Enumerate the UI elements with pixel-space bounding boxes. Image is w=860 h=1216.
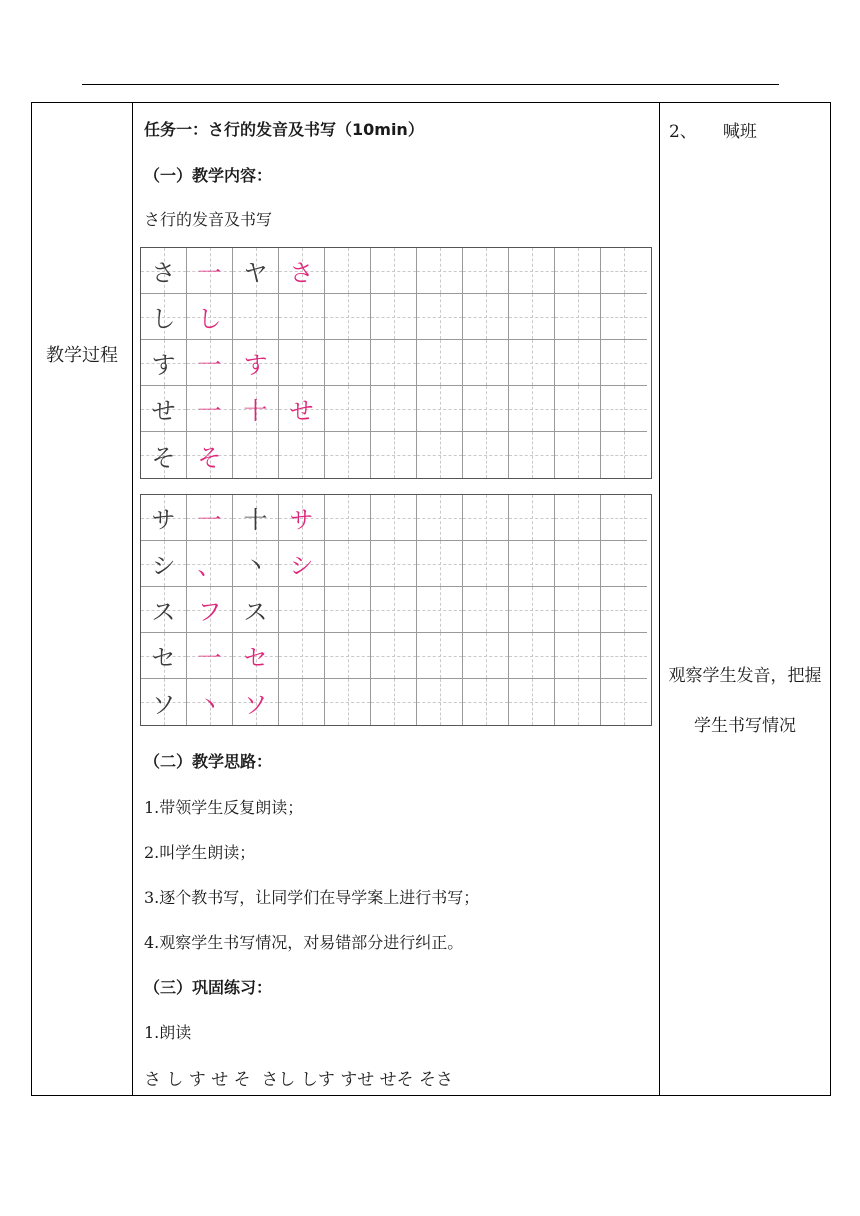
grid-cell (279, 541, 325, 587)
grid-cell (417, 495, 463, 541)
grid-cell (555, 541, 601, 587)
kana-stroke: 十 (243, 506, 268, 534)
kana-stroke: 一 (197, 351, 222, 379)
grid-row (141, 248, 651, 294)
grid-cell (233, 248, 279, 294)
content-heading: （一）教学内容： (144, 166, 273, 185)
grid-cell (555, 633, 601, 679)
hiragana-writing-grid (140, 247, 652, 479)
grid-cell (417, 432, 463, 478)
grid-cell (555, 294, 601, 340)
kana-stroke: シ (289, 552, 314, 580)
grid-cell (463, 587, 509, 633)
grid-cell (187, 294, 233, 340)
practice-text: さ し す せ そ さし しす すせ せそ そさ (144, 1070, 454, 1090)
grid-cell (141, 495, 187, 541)
grid-cell (417, 294, 463, 340)
grid-cell (463, 340, 509, 386)
grid-cell (141, 340, 187, 386)
grid-cell (371, 679, 417, 725)
grid-cell (233, 541, 279, 587)
grid-cell (601, 340, 647, 386)
grid-row (141, 587, 651, 633)
right-top-number: 2、 (669, 122, 697, 142)
kana-stroke: す (151, 351, 176, 379)
content-column (132, 103, 660, 1095)
grid-cell (371, 248, 417, 294)
grid-cell (417, 340, 463, 386)
grid-cell (279, 633, 325, 679)
grid-cell (509, 679, 555, 725)
grid-cell (555, 340, 601, 386)
content-text: さ行的发音及书写 (144, 210, 273, 229)
kana-stroke: し (197, 305, 222, 333)
grid-cell (279, 495, 325, 541)
grid-cell (463, 495, 509, 541)
grid-cell (233, 294, 279, 340)
thinking-item: 2.叫学生朗读； (144, 843, 256, 862)
grid-cell (509, 432, 555, 478)
grid-cell (141, 432, 187, 478)
grid-cell (187, 340, 233, 386)
grid-row (141, 495, 651, 541)
grid-cell (555, 432, 601, 478)
grid-cell (371, 541, 417, 587)
kana-stroke: せ (289, 397, 314, 425)
grid-cell (325, 495, 371, 541)
kana-stroke: ス (151, 598, 176, 626)
grid-cell (463, 294, 509, 340)
grid-cell (417, 679, 463, 725)
katakana-writing-grid (140, 494, 652, 726)
grid-cell (417, 248, 463, 294)
thinking-item: 3.逐个教书写，让同学们在导学案上进行书写； (144, 888, 480, 907)
grid-cell (371, 633, 417, 679)
grid-cell (555, 386, 601, 432)
grid-cell (509, 633, 555, 679)
left-column (32, 103, 133, 1095)
grid-cell (601, 294, 647, 340)
grid-cell (141, 248, 187, 294)
grid-cell (555, 587, 601, 633)
grid-cell (325, 294, 371, 340)
grid-cell (325, 587, 371, 633)
kana-stroke: セ (243, 644, 268, 672)
practice-item: 1.朗读 (144, 1023, 192, 1042)
grid-cell (279, 386, 325, 432)
kana-stroke: セ (151, 644, 176, 672)
grid-cell (325, 633, 371, 679)
grid-row (141, 633, 651, 679)
grid-cell (371, 587, 417, 633)
grid-cell (325, 340, 371, 386)
grid-cell (463, 541, 509, 587)
kana-stroke: せ (151, 397, 176, 425)
grid-cell (509, 340, 555, 386)
grid-cell (279, 340, 325, 386)
grid-cell (141, 541, 187, 587)
grid-cell (417, 386, 463, 432)
section-label: 教学过程 (46, 345, 118, 366)
grid-cell (555, 495, 601, 541)
task-title: 任务一：さ行的发音及书写（10min） (144, 120, 424, 139)
grid-row (141, 432, 651, 478)
grid-cell (555, 679, 601, 725)
grid-cell (325, 679, 371, 725)
grid-cell (141, 294, 187, 340)
grid-cell (601, 541, 647, 587)
kana-stroke: す (243, 351, 268, 379)
thinking-item: 1.带领学生反复朗读； (144, 798, 304, 817)
grid-cell (417, 541, 463, 587)
grid-cell (601, 432, 647, 478)
grid-cell (141, 587, 187, 633)
grid-cell (601, 679, 647, 725)
grid-cell (371, 340, 417, 386)
kana-stroke: し (151, 305, 176, 333)
observation-note: 观察学生发音，把握学生书写情况 (668, 666, 822, 736)
grid-cell (371, 432, 417, 478)
grid-cell (187, 541, 233, 587)
grid-cell (233, 633, 279, 679)
grid-cell (463, 248, 509, 294)
grid-cell (509, 495, 555, 541)
grid-row (141, 340, 651, 386)
grid-cell (601, 248, 647, 294)
kana-stroke: ソ (151, 690, 176, 719)
grid-cell (233, 679, 279, 725)
grid-cell (233, 386, 279, 432)
grid-cell (417, 633, 463, 679)
grid-cell (463, 679, 509, 725)
grid-row (141, 294, 651, 340)
grid-cell (187, 432, 233, 478)
grid-cell (601, 633, 647, 679)
right-top-text: 喊班 (722, 122, 757, 142)
grid-cell (141, 386, 187, 432)
grid-cell (417, 587, 463, 633)
thinking-heading: （二）教学思路： (144, 752, 273, 771)
grid-cell (187, 386, 233, 432)
practice-heading: （三）巩固练习： (144, 978, 273, 997)
kana-stroke: シ (151, 552, 176, 580)
kana-stroke: ソ (243, 690, 268, 719)
kana-stroke: ス (243, 598, 268, 626)
grid-cell (601, 495, 647, 541)
grid-cell (325, 541, 371, 587)
grid-cell (233, 495, 279, 541)
grid-cell (509, 248, 555, 294)
kana-stroke: 丶 (197, 690, 222, 719)
kana-stroke: 丶 (243, 552, 268, 580)
kana-stroke: 一 (197, 397, 222, 425)
kana-stroke: 一 (197, 506, 222, 534)
grid-cell (279, 587, 325, 633)
grid-cell (233, 587, 279, 633)
grid-cell (463, 386, 509, 432)
lesson-table (31, 102, 831, 1096)
kana-stroke: さ (151, 259, 176, 287)
header-rule (82, 84, 779, 85)
grid-cell (509, 386, 555, 432)
grid-cell (325, 386, 371, 432)
grid-cell (279, 294, 325, 340)
kana-stroke: 、 (197, 552, 222, 580)
grid-row (141, 541, 651, 587)
grid-cell (141, 633, 187, 679)
kana-stroke: 一 (197, 644, 222, 672)
grid-cell (187, 633, 233, 679)
kana-stroke: 十 (243, 397, 268, 425)
kana-stroke: さ (289, 259, 314, 287)
kana-stroke: サ (289, 506, 314, 534)
kana-stroke: フ (197, 598, 222, 626)
right-top (669, 117, 757, 142)
grid-cell (371, 294, 417, 340)
note-column (659, 103, 830, 1095)
kana-stroke: 一 (197, 259, 222, 287)
grid-cell (601, 587, 647, 633)
grid-cell (279, 248, 325, 294)
grid-cell (279, 679, 325, 725)
kana-stroke: そ (197, 443, 222, 472)
grid-cell (601, 386, 647, 432)
grid-cell (233, 340, 279, 386)
grid-cell (509, 541, 555, 587)
kana-stroke: そ (151, 443, 176, 472)
grid-cell (371, 386, 417, 432)
grid-cell (463, 633, 509, 679)
grid-row (141, 679, 651, 725)
grid-cell (555, 248, 601, 294)
grid-cell (187, 248, 233, 294)
kana-stroke: ヤ (243, 259, 268, 287)
thinking-item: 4.观察学生书写情况，对易错部分进行纠正。 (144, 933, 464, 952)
grid-cell (509, 587, 555, 633)
grid-cell (141, 679, 187, 725)
grid-cell (233, 432, 279, 478)
grid-cell (187, 495, 233, 541)
grid-row (141, 386, 651, 432)
grid-cell (187, 679, 233, 725)
grid-cell (187, 587, 233, 633)
grid-cell (279, 432, 325, 478)
grid-cell (509, 294, 555, 340)
kana-stroke: サ (151, 506, 176, 534)
grid-cell (325, 248, 371, 294)
grid-cell (463, 432, 509, 478)
grid-cell (325, 432, 371, 478)
grid-cell (371, 495, 417, 541)
